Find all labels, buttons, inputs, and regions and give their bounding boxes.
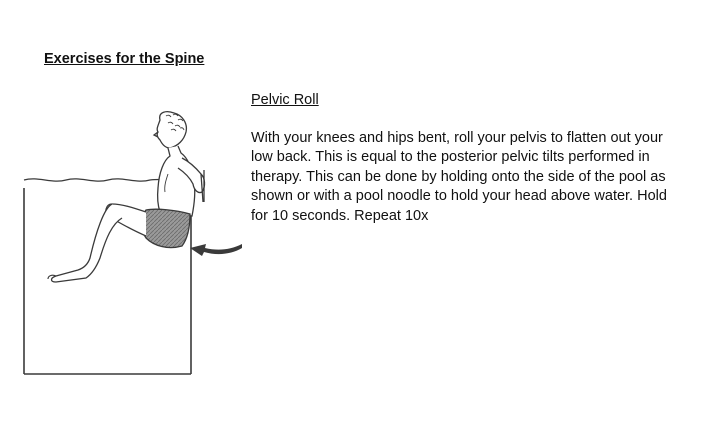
page-title: Exercises for the Spine — [44, 51, 205, 67]
roll-arrow — [190, 244, 242, 256]
head — [154, 112, 186, 148]
exercise-title: Pelvic Roll — [251, 92, 319, 108]
exercise-description: With your knees and hips bent, roll your pelvis to flatten out your low back. This is equal to the posterior pelvic tilts performed in therapy. This can be done by holding onto the side of the pool as shown or with a pool noodle to hold your head above water. Hold for 10 seconds. Repeat 10x — [251, 130, 667, 224]
pelvic-roll-illustration — [18, 98, 242, 383]
torso — [158, 146, 195, 216]
pelvic-roll-figure-icon — [18, 98, 242, 383]
lower-leg — [52, 204, 123, 282]
shorts — [142, 209, 191, 247]
